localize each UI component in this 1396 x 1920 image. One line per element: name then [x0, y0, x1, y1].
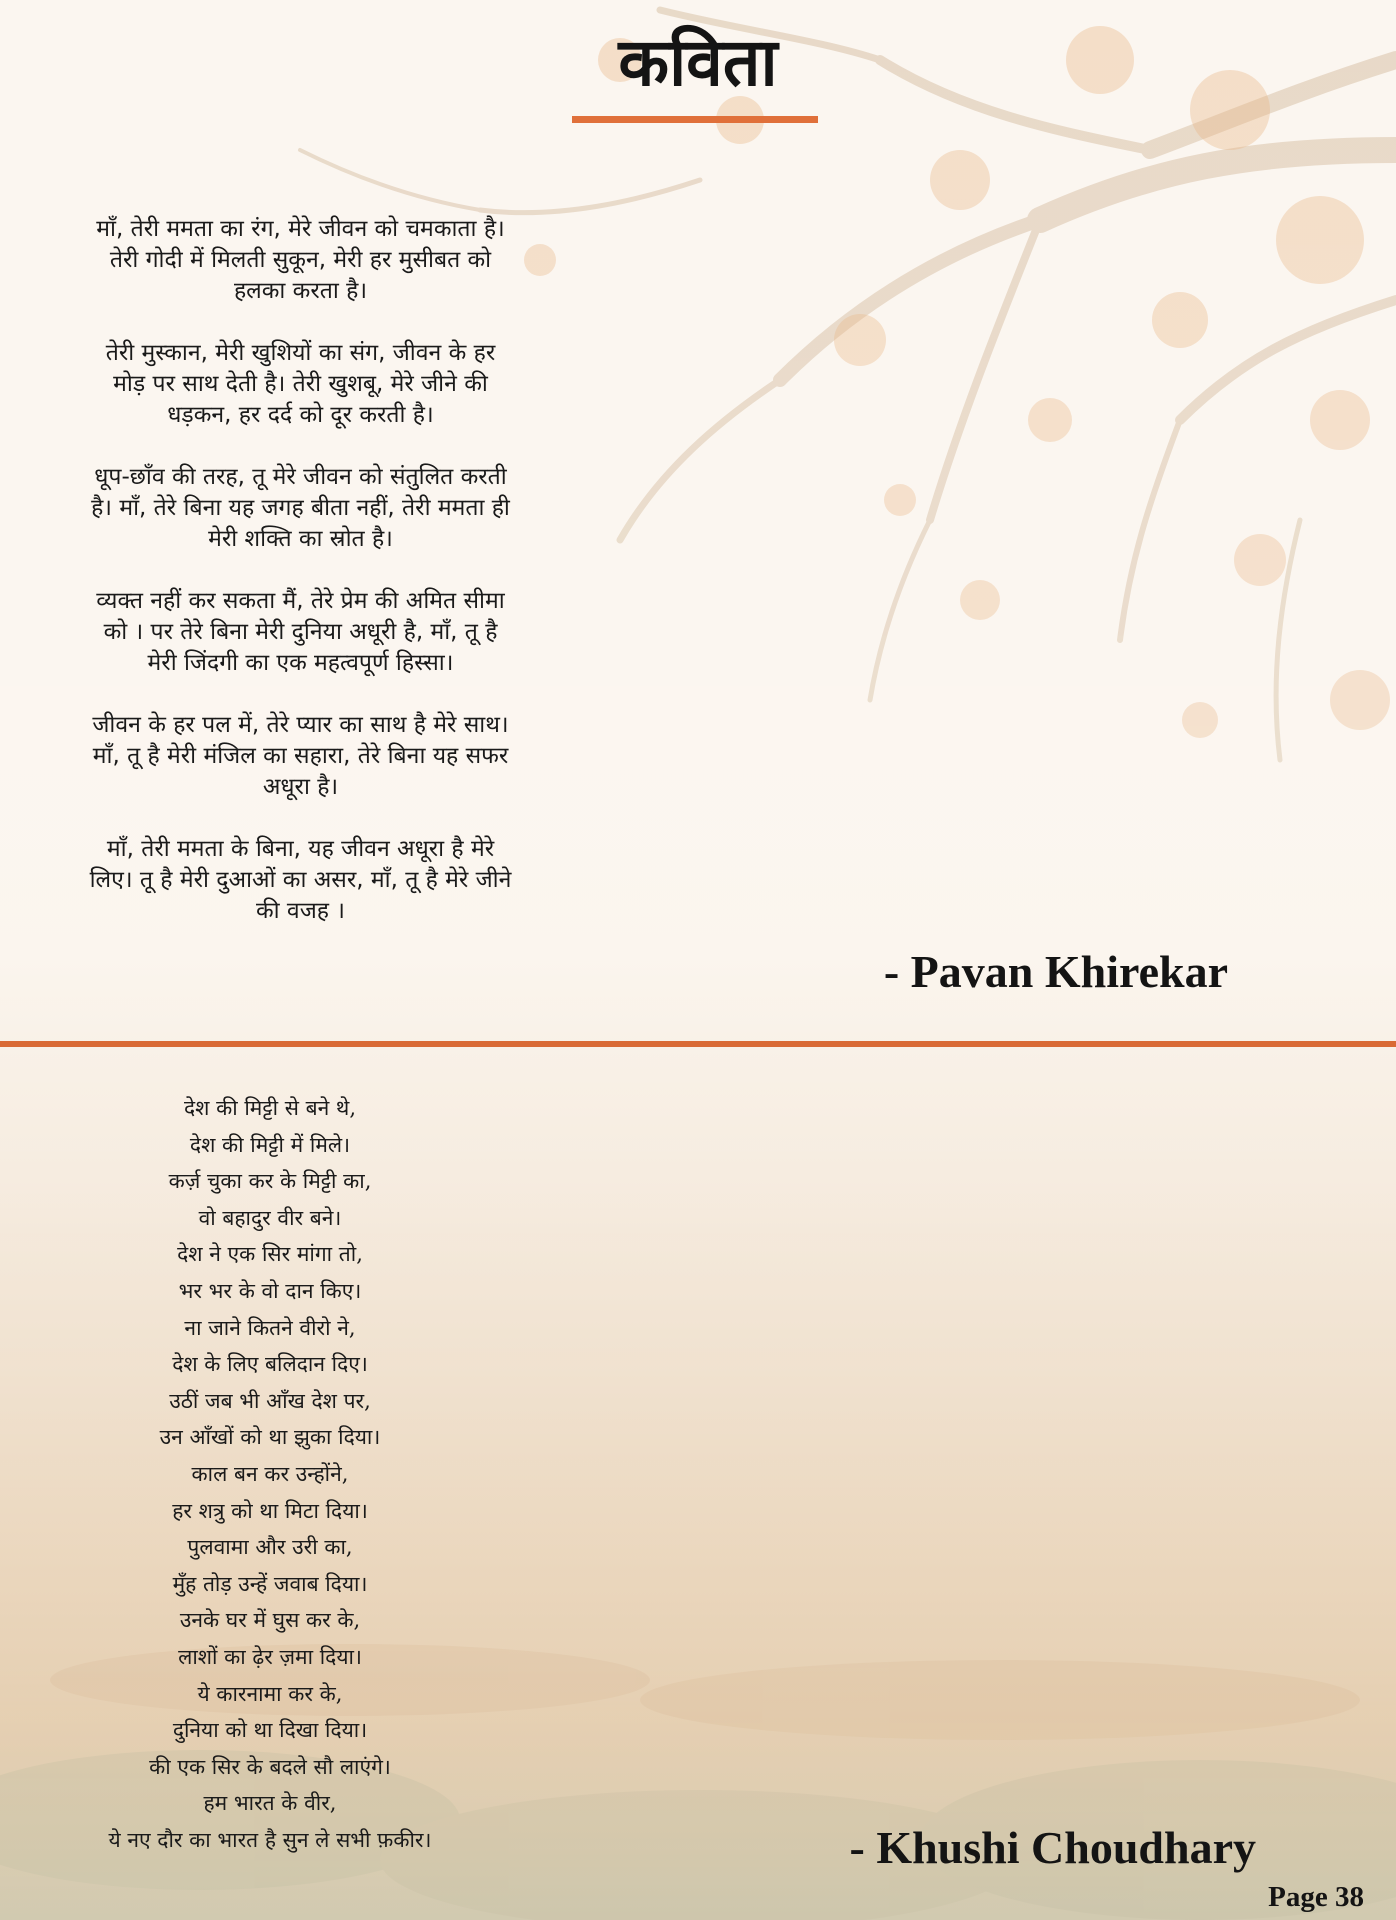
poem-author-khushi: - Khushi Choudhary [849, 1822, 1256, 1873]
poem-line: मुँह तोड़ उन्हें जवाब दिया। [172, 1571, 368, 1596]
poem-stanza [48, 338, 553, 431]
poem-line: माँ, तू है मेरी मंजिल का सहारा, तेरे बिना यह सफर [92, 743, 509, 769]
poem-line: धड़कन, हर दर्द को दूर करती है। [167, 402, 434, 428]
poem-line: ना जाने कितने वीरो ने, [184, 1315, 356, 1340]
poem-line: हर शत्रु को था मिटा दिया। [172, 1498, 368, 1523]
poem-line: लाशों का ढ़ेर ज़मा दिया। [178, 1644, 362, 1669]
poem-author-pavan: - Pavan Khirekar [883, 946, 1228, 997]
title-underline [572, 116, 818, 123]
poem-line: उनके घर में घुस कर के, [179, 1608, 361, 1633]
section-divider [0, 1041, 1396, 1047]
poem-line: ये नए दौर का भारत है सुन ले सभी फ़कीर। [108, 1827, 432, 1852]
poem-line: मोड़ पर साथ देती है। तेरी खुशबू, मेरे जीने की [113, 371, 488, 397]
poem-line: उन आँखों को था झुका दिया। [159, 1425, 381, 1450]
poem-stanza [48, 586, 553, 679]
poem-stanza [48, 710, 553, 803]
poem-line: मेरी जिंदगी का एक महत्वपूर्ण हिस्सा। [147, 650, 454, 676]
poem-line: पुलवामा और उरी का, [187, 1535, 353, 1560]
poem-line: ये कारनामा कर के, [197, 1681, 343, 1706]
poem-line: की एक सिर के बदले सौ लाएंगे। [149, 1754, 391, 1779]
poem-stanza [48, 214, 553, 307]
poem-line: लिए। तू है मेरी दुआओं का असर, माँ, तू है मेरे जीने [89, 867, 512, 893]
poem-line: देश की मिट्टी से बने थे, [183, 1096, 356, 1120]
poem-line: धूप-छाँव की तरह, तू मेरे जीवन को संतुलित करती [94, 464, 507, 490]
poem-line: अधूरा है। [262, 774, 339, 800]
poem-line: व्यक्त नहीं कर सकता मैं, तेरे प्रेम की अमित सीमा [96, 588, 505, 614]
poem-line: जीवन के हर पल में, तेरे प्यार का साथ है मेरे साथ। [92, 712, 509, 738]
poem-line: की वजह । [255, 898, 346, 924]
poem-line: काल बन कर उन्होंने, [191, 1461, 349, 1486]
poem-line: देश के लिए बलिदान दिए। [172, 1352, 368, 1377]
poem-stanza [48, 834, 553, 927]
poem-line: भर भर के वो दान किए। [178, 1278, 362, 1303]
poem-stanza [48, 462, 553, 555]
poem-line: है। माँ, तेरे बिना यह जगह बीता नहीं, तेरी ममता ही [91, 495, 510, 521]
poem-maa [48, 214, 553, 958]
poem-line: देश ने एक सिर मांगा तो, [177, 1242, 363, 1267]
poem-line: हलका करता है। [233, 278, 368, 304]
poem-line: माँ, तेरी ममता का रंग, मेरे जीवन को चमकाता है। [96, 216, 505, 242]
poem-line: मेरी शक्ति का स्रोत है। [208, 526, 393, 552]
page-title: कविता [618, 24, 778, 101]
poem-line: वो बहादुर वीर बने। [198, 1205, 342, 1230]
poem-line: को । पर तेरे बिना मेरी दुनिया अधूरी है, माँ, तू है [103, 619, 498, 645]
poem-line: दुनिया को था दिखा दिया। [172, 1718, 368, 1743]
poem-line: तेरी गोदी में मिलती सुकून, मेरी हर मुसीबत को [109, 247, 492, 273]
poem-line: तेरी मुस्कान, मेरी खुशियों का संग, जीवन के हर [105, 340, 496, 366]
poem-line: देश की मिट्टी में मिले। [189, 1132, 351, 1157]
poem-line: उठीं जब भी आँख देश पर, [169, 1388, 371, 1413]
page-number: Page 38 [1268, 1881, 1364, 1913]
poem-line: कर्ज़ चुका कर के मिट्टी का, [168, 1169, 372, 1194]
poem-desh [60, 1090, 480, 1858]
poem-line: हम भारत के वीर, [203, 1791, 337, 1816]
poem-line: माँ, तेरी ममता के बिना, यह जीवन अधूरा है मेरे [106, 836, 495, 862]
